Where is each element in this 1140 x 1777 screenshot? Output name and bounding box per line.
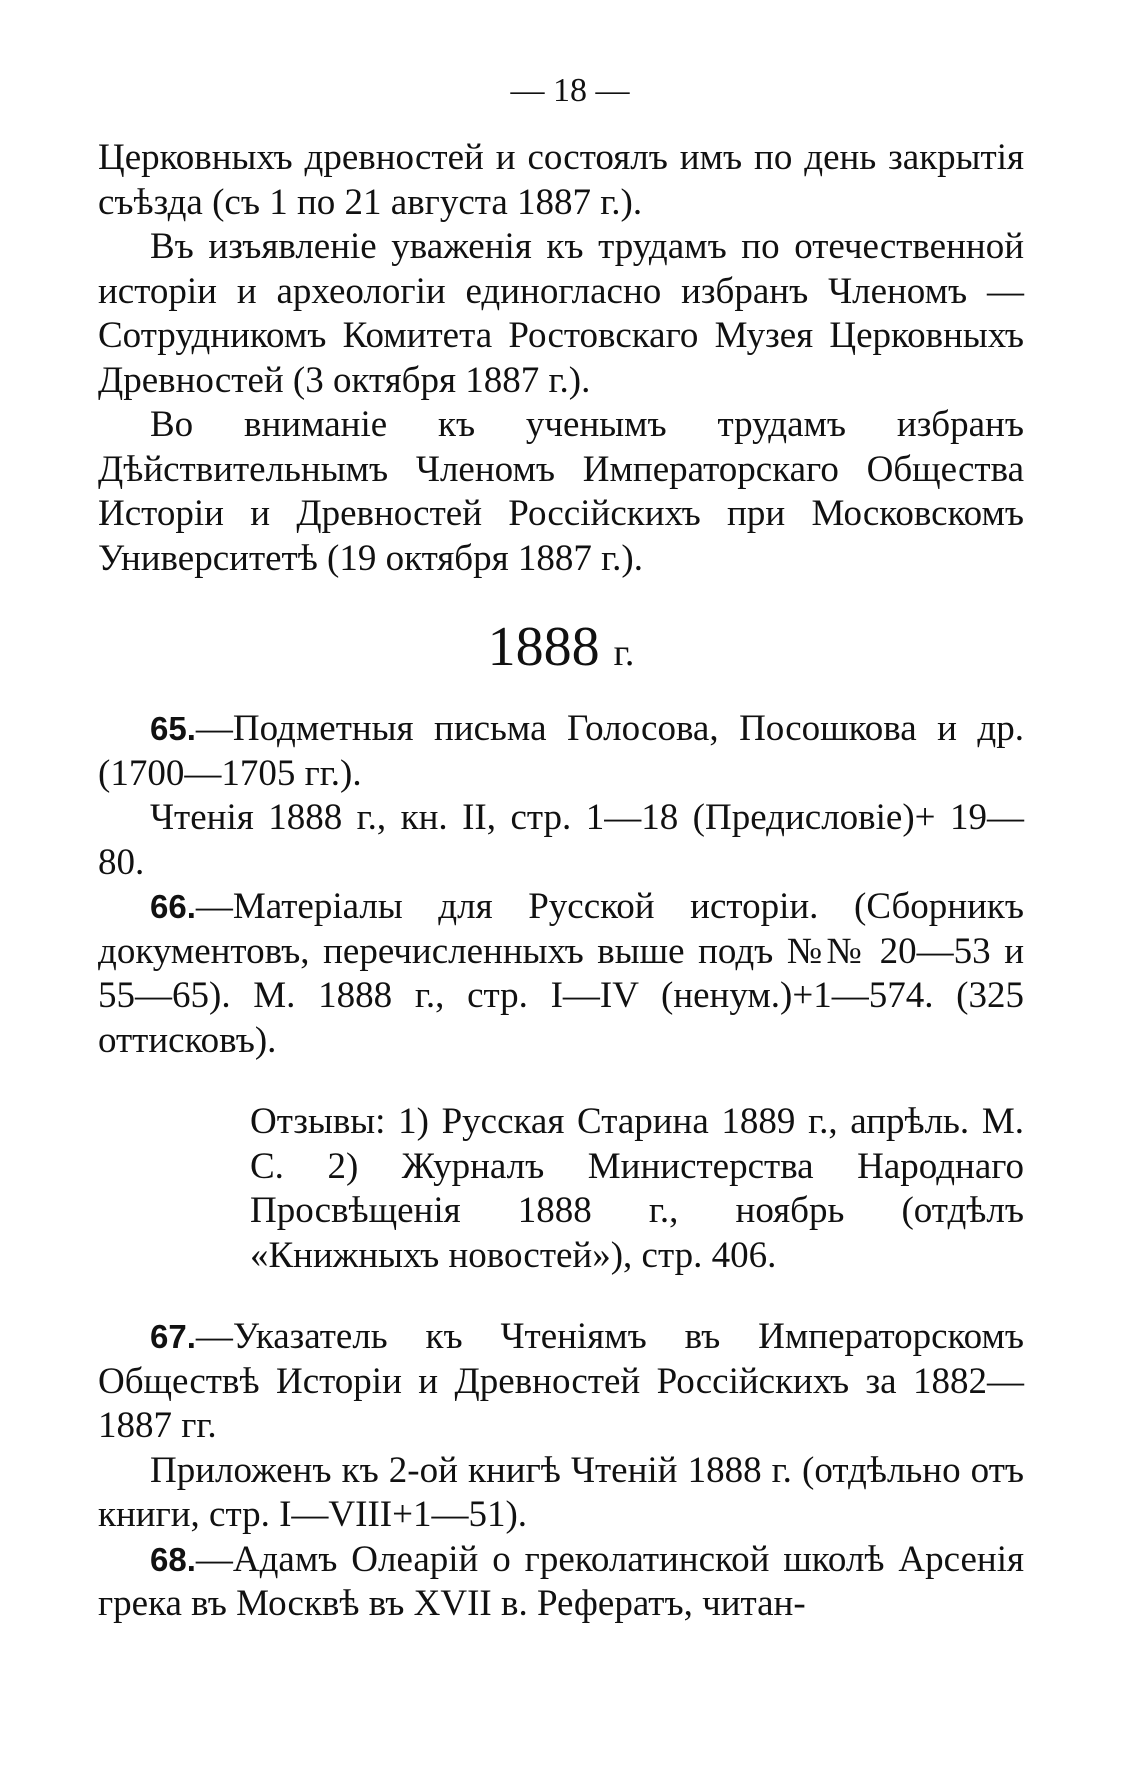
entry-title: —Матеріалы для Русской исторіи. (Сборникъ документовъ, перечисленныхъ выше подъ №№ 20—53 и 55—65). М. 1888 г., стр. I—IV (ненум.)+1—574. (325 оттисковъ). bbox=[98, 886, 1024, 1061]
year-heading bbox=[98, 607, 1024, 693]
entry-65-note: Чтенія 1888 г., кн. II, стр. 1—18 (Предисловіе)+ 19—80. bbox=[98, 797, 1024, 883]
entry-67-note: Приложенъ къ 2-ой книгѣ Чтеній 1888 г. (отдѣльно отъ книги, стр. I—VIII+1—51). bbox=[98, 1449, 1024, 1535]
year-suffix: г. bbox=[613, 632, 635, 674]
entry-title: —Адамъ Олеарій о греколатинской школѣ Арсенія грека въ Москвѣ въ XVII в. Рефератъ, читан- bbox=[98, 1538, 1024, 1624]
page-body bbox=[98, 136, 1024, 1627]
entry-66-title bbox=[98, 885, 1024, 1063]
entry-number: 65. bbox=[150, 710, 196, 747]
year-number: 1888 bbox=[487, 616, 600, 678]
page-number: — 18 — bbox=[510, 72, 630, 109]
entry-66-review: Отзывы: 1) Русская Старина 1889 г., апрѣль. М. С. 2) Журналъ Министерства Народнаго Просвѣщенія 1888 г., ноябрь (отдѣлъ «Книжныхъ новостей»), стр. 406. bbox=[250, 1101, 1024, 1276]
intro-paragraph-3: Во вниманіе къ ученымъ трудамъ избранъ Дѣйствительнымъ Членомъ Императорскаго Общества Исторіи и Древностей Россійскихъ при Московскомъ Университетѣ (19 октября 1887 г.). bbox=[98, 404, 1024, 579]
entry-title: —Подметныя письма Голосова, Посошкова и др. (1700—1705 гг.). bbox=[98, 708, 1024, 794]
entry-number: 66. bbox=[150, 888, 196, 925]
entry-68-title bbox=[98, 1538, 1024, 1627]
intro-paragraph-1: Церковныхъ древностей и состоялъ имъ по день закрытія съѣзда (съ 1 по 21 августа 1887 г.). bbox=[98, 137, 1024, 223]
entry-65-title bbox=[98, 707, 1024, 796]
intro-paragraph-2: Въ изъявленіе уваженія къ трудамъ по отечественной исторіи и археологіи единогласно избранъ Членомъ — Сотрудникомъ Комитета Ростовскаго Музея Церковныхъ Древностей (3 октября 1887 г.). bbox=[98, 226, 1024, 401]
entry-number: 67. bbox=[150, 1318, 196, 1355]
entry-title: —Указатель къ Чтеніямъ въ Императорскомъ Обществѣ Исторіи и Древностей Россійскихъ за 1882—1887 гг. bbox=[98, 1316, 1024, 1446]
entry-67-title bbox=[98, 1315, 1024, 1449]
entry-number: 68. bbox=[150, 1540, 196, 1578]
